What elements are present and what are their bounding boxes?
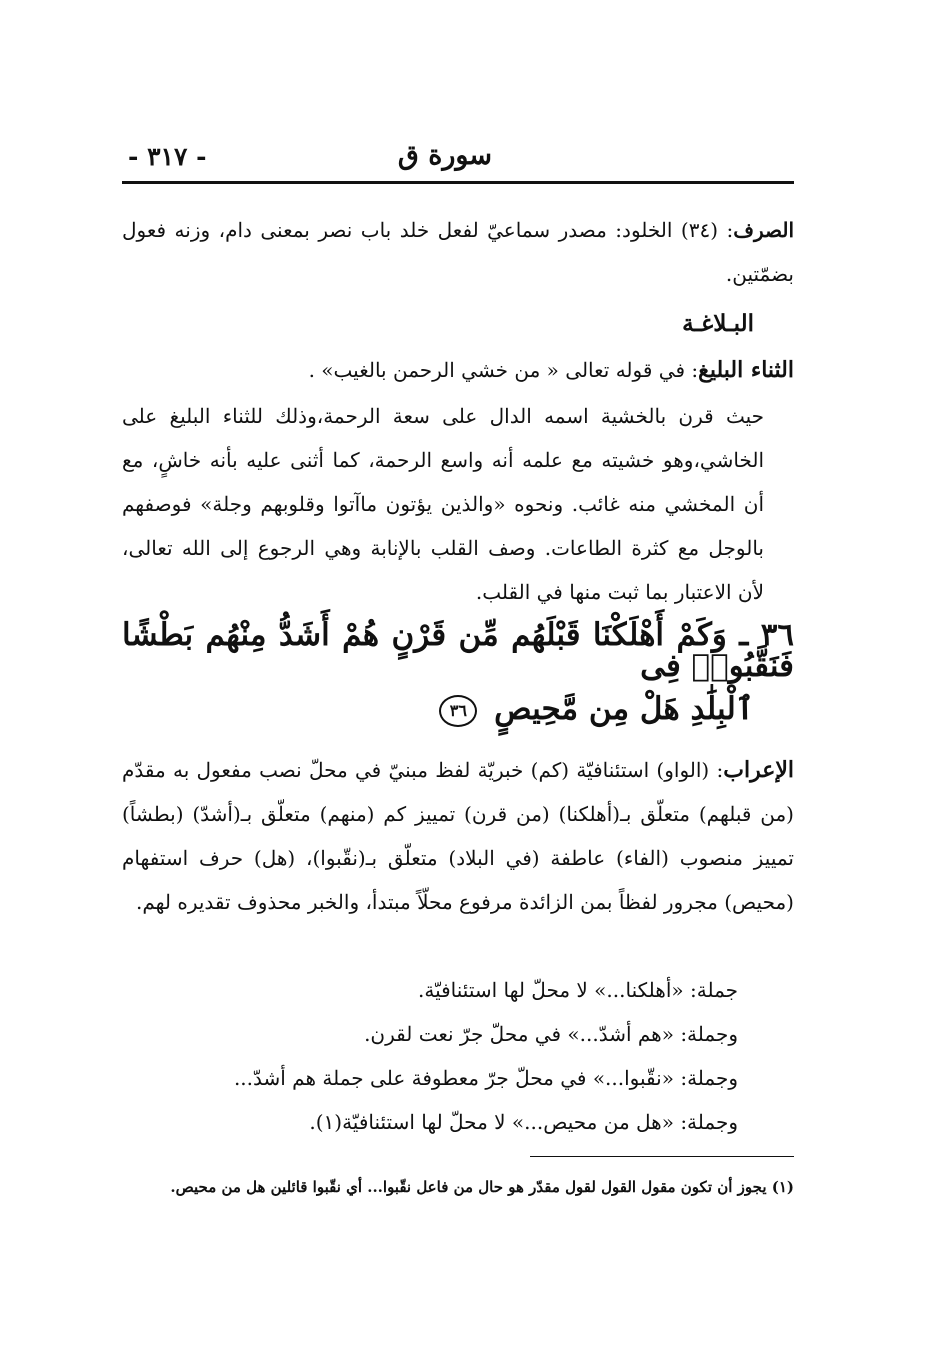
quran-verse-line-2: [122, 691, 794, 727]
page-header: [122, 140, 794, 182]
jumla-line: وجملة: «نقّبوا...» في محلّ جرّ معطوفة على جملة هم أشدّ...: [233, 1066, 738, 1090]
irab-label: الإعراب: [723, 757, 794, 783]
footnote-rule: [530, 1156, 794, 1157]
thana-section: [122, 348, 794, 392]
jumla-line: وجملة: «هل من محيص...» لا محلّ لها استئنافيّة(١).: [309, 1110, 738, 1134]
thana-body: حيث قرن بالخشية اسمه الدال على سعة الرحمة،وذلك للثناء البليغ على الخاشي،وهو خشيته مع علمه أنه واسع الرحمة، كما أثنى عليه بأنه خاشٍ، مع أن المخشي منه غائب. ونحوه «والذين يؤتون ماآتوا وقلوبهم وجلة» فوصفهم بالوجل مع كثرة الطاعات. وصف القلب بالإنابة وهي الرجوع إلى الله تعالى، لأن الاعتبار بما ثبت منها في القلب.: [122, 404, 764, 604]
thana-lead-text: : في قوله تعالى « من خشي الرحمن بالغيب» .: [308, 358, 699, 382]
surah-title: سورة ق: [397, 140, 492, 171]
footnote: (١) يجوز أن تكون مقول القول لقول مقدّر هو حال من فاعل نقّبوا... أي نقّبوا قائلين هل من محيص.: [170, 1178, 794, 1196]
sarf-section: [122, 208, 794, 296]
jumla-line: وجملة: «هم أشدّ...» في محلّ جرّ نعت لقرن.: [364, 1022, 738, 1046]
sarf-text: : (٣٤) الخلود: مصدر سماعيّ لفعل خلد باب نصر بمعنى دام، وزنه فعول بضمّتين.: [122, 218, 794, 286]
page-number: - ٣١٧ -: [128, 142, 207, 171]
quran-verse-text: ٱلْبِلَٰدِ هَلْ مِن مَّحِيصٍ: [494, 691, 754, 727]
ayah-number-marker: ٣٦: [439, 695, 477, 727]
thana-label: الثناء البليغ: [698, 357, 794, 383]
quran-verse-line-1: ٣٦ ـ وَكَمْ أَهْلَكْنَا قَبْلَهُم مِّن قَرْنٍ هُمْ أَشَدُّ مِنْهُم بَطْشًا فَنَقَّبُوا۟ فِى: [122, 617, 794, 684]
sarf-label: الصرف: [733, 218, 794, 242]
jumal-list: [122, 968, 794, 1144]
header-rule: [122, 181, 794, 184]
irab-section: [122, 748, 794, 924]
balagha-heading: البـلاغـة: [682, 310, 754, 337]
jumla-line: جملة: «أهلكنا...» لا محلّ لها استئنافيّة.: [417, 978, 738, 1002]
irab-text: : (الواو) استئنافيّة (كم) خبريّة لفظ مبنيّ في محلّ نصب مفعول به مقدّم (من قبلهم) متعلّق بـ(أهلكنا) (من قرن) تمييز كم (منهم) متعلّق بـ(أشدّ) (بطشاً) تمييز منصوب (الفاء) عاطفة (في البلاد) متعلّق بـ(نقّبوا)، (هل) حرف استفهام (محيص) مجرور لفظاً بمن الزائدة مرفوع محلّاً مبتدأ، والخبر محذوف تقديره لهم.: [122, 758, 794, 914]
